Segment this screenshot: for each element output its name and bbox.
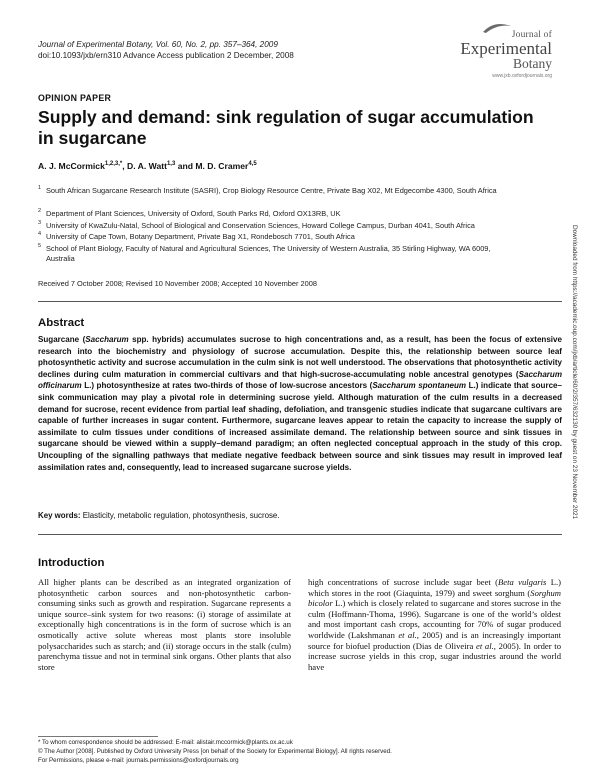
- journal-citation: Journal of Experimental Botany, Vol. 60, No. 2, pp. 357–364, 2009: [38, 40, 278, 49]
- divider: [38, 534, 562, 535]
- leaf-swoosh-icon: [482, 22, 512, 34]
- affiliation: 3 University of KwaZulu-Natal, School of Biological and Conservation Sciences, Howard College Campus, Durban 4041, South Africa: [38, 220, 475, 230]
- affiliation: 2 Department of Plant Sciences, University of Oxford, South Parks Rd, Oxford OX13RB, UK: [38, 208, 341, 218]
- footnote-divider: [38, 736, 158, 737]
- article-type-label: OPINION PAPER: [38, 93, 112, 103]
- doi-line: doi:10.1093/jxb/ern310 Advance Access publication 2 December, 2008: [38, 51, 294, 60]
- affiliation: 5 School of Plant Biology, Faculty of Natural and Agricultural Sciences, The University of Western Australia, 35 Stirling Highway, WA 6009, Australia: [38, 243, 491, 263]
- author-3: M. D. Cramer: [195, 161, 249, 171]
- article-title: Supply and demand: sink regulation of sugar accumulation in sugarcane: [38, 107, 534, 148]
- author-2: D. A. Watt: [127, 161, 167, 171]
- author-1: A. J. McCormick: [38, 161, 105, 171]
- intro-column-right: high concentrations of sucrose include sugar beet (Beta vulgaris L.) which stores in the root (Giaquinta, 1979) and sweet sorghum (Sorghum bicolor L.) which is closely related to sugarcane and stores sucrose in the culm (Hoffmann-Thoma, 1996). Sugarcane is one of the world’s oldest and most important cash crops, accounting for 70% of sugar produced worldwide (Lakshmanan et al., 2005) and is an increasingly important source for biofuel production (Dias de Oliveira et al., 2005). In order to increase sucrose yields in this crop, sugar industries around the world have: [308, 577, 561, 672]
- abstract-body: Sugarcane (Saccharum spp. hybrids) accumulates sucrose to high concentrations and, as a result, has been the focus of extensive research into the biochemistry and physiology of sucrose accumulation. Despite this, the relationship between source leaf photosynthetic activity and sucrose accumulation in the culm sink is not well understood. The observations that photosynthetic activity declines during culm maturation in commercial cultivars and that high-sucrose-accumulating noble ancestral genotypes (Saccharum officinarum L.) photosynthesize at rates two-thirds of those of low-sucrose ancestors (Saccharum spontaneum L.) indicate that source–sink communication may play a pivotal role in determining sucrose yield. Although maturation of the culm results in a decreased demand for sucrose, recent evidence from partial leaf shading, defoliation, and transgenic studies indicate that sugarcane cultivars are capable of further increases in sugar content. Furthermore, sugarcane leaves appear to retain the capacity to increase the supply of assimilate to culm tissues under conditions of increased assimilate demand. The relationship between source and sink tissues in sugarcane should be viewed within a supply–demand paradigm; an often neglected conceptual approach in the study of this crop. Uncoupling of the signalling pathways that mediate negative feedback between source and sink tissues may result in improved leaf assimilation rates and, consequently, lead to increased sugarcane sucrose yields.: [38, 335, 562, 472]
- copyright-note: © The Author [2008]. Published by Oxford University Press [on behalf of the Society for Experimental Biology]. All rights reserved.: [38, 748, 392, 755]
- divider: [38, 301, 562, 302]
- journal-logo: Journal of Experimental Botany www.jxb.oxfordjournals.org: [457, 20, 552, 80]
- keywords: Key words: Elasticity, metabolic regulation, photosynthesis, sucrose.: [38, 511, 280, 520]
- affiliation: 4 University of Cape Town, Botany Department, Private Bag X1, Rondebosch 7701, South Africa: [38, 231, 355, 241]
- author-list: A. J. McCormick$^{1,2,3,*}$, D. A. Watt$^{1,3}$ and M. D. Cramer$^{4,5}$: [38, 161, 257, 171]
- abstract-heading: Abstract: [38, 317, 85, 329]
- correspondence-note: * To whom correspondence should be addressed: E-mail: alistair.mccormick@plants.ox.ac.uk: [38, 739, 293, 746]
- permissions-note: For Permissions, please e-mail: journals.permissions@oxfordjournals.org: [38, 757, 239, 764]
- introduction-heading: Introduction: [38, 557, 105, 569]
- received-dates: Received 7 October 2008; Revised 10 November 2008; Accepted 10 November 2008: [38, 279, 317, 288]
- intro-column-left: All higher plants can be described as an integrated organization of photosynthetic carbon sources and non-photosynthetic carbon-consuming sinks such as growth and respiration. Sugarcane represents a unique source–sink system for two reasons: (i) storage of assimilate at exceptionally high concentrations is in the form of sucrose which is an osmotically active solute whereas most plants store insoluble polysaccharides such as starch; and (ii) storage occurs in the stalk (culm) parenchyma tissue and not in terminal sink organs. Other plants that also store: [38, 577, 291, 672]
- affiliation: 1 South African Sugarcane Research Institute (SASRI), Crop Biology Resource Centre, Private Bag X02, Mt Edgecombe 4300, South Africa: [38, 185, 497, 195]
- download-watermark: Downloaded from https://academic.oup.com/jxb/article/60/2/357/632130 by guest on 23 November 2021: [571, 225, 578, 520]
